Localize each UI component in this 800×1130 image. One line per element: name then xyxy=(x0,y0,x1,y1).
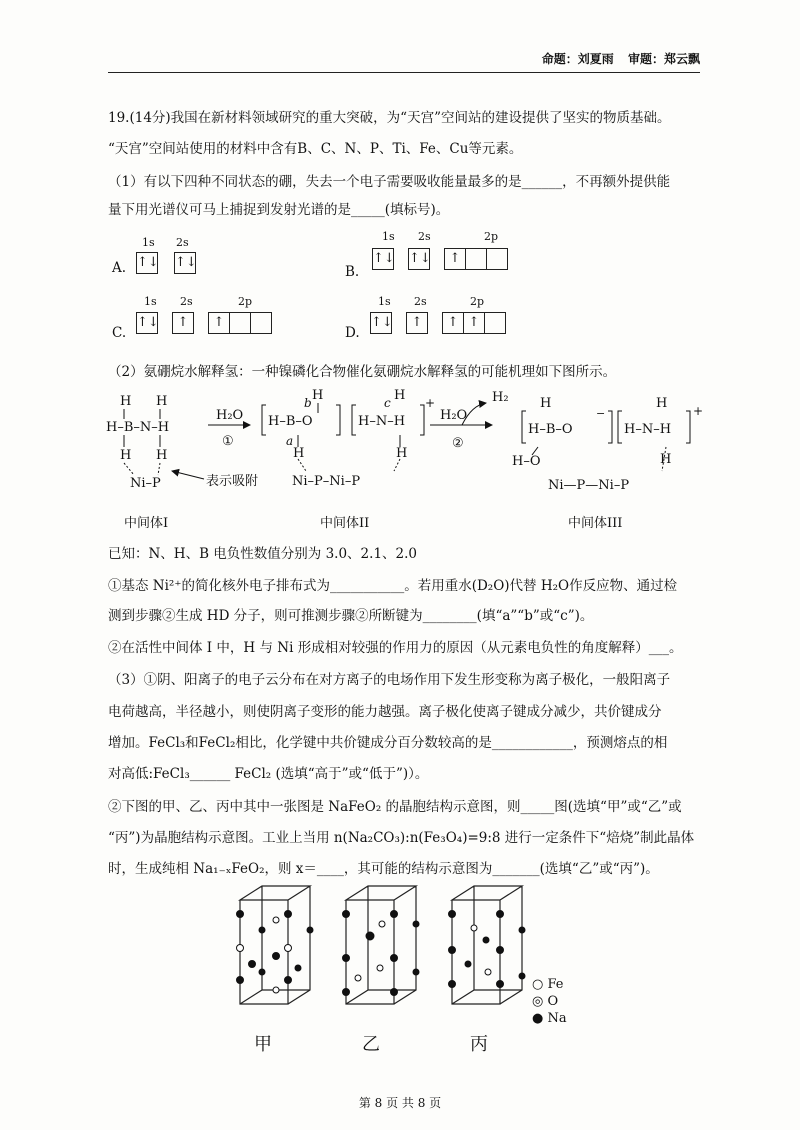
svg-text:H: H xyxy=(120,394,132,409)
part2-title: （2）氨硼烷水解释氢：一种镍磷化合物催化氨硼烷水解释氢的可能机理如下图所示。 xyxy=(108,364,617,380)
p3-line4: 对高低:FeCl₃______ FeCl₂ (选填“高于”或“低于”)）。 xyxy=(108,766,429,782)
orbital-box: ↑ xyxy=(172,312,194,334)
svg-text:H–N–H: H–N–H xyxy=(624,422,672,437)
p3-line1: （3）①阴、阳离子的电子云分布在对方离子的电场作用下发生形变称为离子极化，一般阳离子 xyxy=(108,672,671,688)
step-2-label: ② xyxy=(452,436,464,451)
p3-line3: 增加。FeCl₃和FeCl₂相比，化学键中共价键成分百分数较高的是____________，预测熔点的相 xyxy=(108,735,668,751)
svg-text:H: H xyxy=(156,448,168,463)
part1-line1: （1）有以下四种不同状态的硼，失去一个电子需要吸收能量最多的是______，不再额外提供能 xyxy=(108,174,671,190)
p3b-line2: “丙”)为晶胞结构示意图。工业上当用 n(Na₂CO₃):n(Fe₃O₄)=9:8 进行一定条件下“焙烧”制此晶体 xyxy=(108,830,695,846)
part1-line2: 量下用光谱仪可马上捕捉到发射光谱的是_____(填标号)。 xyxy=(108,202,450,218)
p3b-line3: 时，生成纯相 Na₁₋ₓFeO₂，则 x＝____，其可能的结构示意图为_______(选填“乙”或“丙”)。 xyxy=(108,861,659,877)
caption-jia: 甲 xyxy=(254,1034,272,1055)
question-intro-1: 19.(14分)我国在新材料领域研究的重大突破，为“天宫”空间站的建设提供了坚实的物质基础。 xyxy=(108,110,671,126)
svg-text:H: H xyxy=(656,396,668,411)
orbital-box: ↑↓ xyxy=(408,248,430,270)
orbital-box xyxy=(250,312,272,334)
svg-text:Ni–P: Ni–P xyxy=(130,476,161,491)
mechanism-diagram xyxy=(100,385,710,540)
intermediate-3: 中间体III xyxy=(568,516,623,531)
step-1-label: ① xyxy=(222,434,234,449)
crystal-structures xyxy=(230,880,570,1020)
reagent-1: H₂O xyxy=(216,408,244,423)
legend-fe: ○ Fe xyxy=(532,977,564,992)
intermediate-2: 中间体II xyxy=(320,516,370,531)
orbital-box xyxy=(465,248,487,270)
svg-text:+: + xyxy=(693,404,704,418)
orbital-box: ↑ xyxy=(463,312,485,334)
crystal-legend xyxy=(532,976,567,1027)
known-electronegativity: 已知：N、H、B 电负性数值分别为 3.0、2.1、2.0 xyxy=(108,546,417,562)
orbital-box: ↑↓ xyxy=(136,252,158,274)
intermediate-1: 中间体I xyxy=(124,516,169,531)
orbital-box: ↑ xyxy=(442,312,464,334)
p3b-line1: ②下图的甲、乙、丙中其中一张图是 NaFeO₂ 的晶胞结构示意图，则_____图(选填“甲”或“乙”或 xyxy=(108,799,682,815)
legend-o: ◎ O xyxy=(532,994,559,1009)
svg-text:H: H xyxy=(396,446,408,461)
orbital-box: ↑↓ xyxy=(136,312,158,334)
author-credit: 命题：刘夏雨 xyxy=(541,52,614,66)
svg-text:Ni—P—Ni–P: Ni—P—Ni–P xyxy=(548,478,630,493)
svg-text:H: H xyxy=(156,394,168,409)
svg-text:H: H xyxy=(394,388,406,403)
question-intro-2: “天宫”空间站使用的材料中含有B、C、N、P、Ti、Fe、Cu等元素。 xyxy=(108,141,523,157)
product-gas: H₂ xyxy=(492,390,509,405)
svg-text:H: H xyxy=(312,388,324,403)
q2a-line1: ①基态 Ni²⁺的简化核外电子排布式为___________。若用重水(D₂O)代替 H₂O作反应物、通过检 xyxy=(108,578,678,594)
caption-bing: 丙 xyxy=(470,1034,488,1055)
svg-text:H: H xyxy=(660,452,672,467)
page-header xyxy=(532,50,700,67)
svg-text:+: + xyxy=(425,396,436,410)
orbital-box xyxy=(484,312,506,334)
reagent-2: H₂O xyxy=(440,408,468,423)
q2a-line2: 测到步骤②生成 HD 分子，则可推测步骤②所断键为________(填“a”“b”或“c”)。 xyxy=(108,608,594,624)
bond-a: a xyxy=(286,434,294,448)
reviewer-credit: 审题：郑云飘 xyxy=(627,52,700,66)
page-footer: 第 8 页 共 8 页 xyxy=(358,1096,442,1110)
orbital-box: ↑↓ xyxy=(174,252,196,274)
bond-c: c xyxy=(384,396,391,410)
caption-yi: 乙 xyxy=(362,1034,380,1055)
svg-text:H: H xyxy=(540,396,552,411)
svg-text:H–O: H–O xyxy=(512,454,541,469)
orbital-box: ↑↓ xyxy=(370,312,392,334)
orbital-box: ↑ xyxy=(444,248,466,270)
legend-na: ● Na xyxy=(532,1011,567,1026)
p3-line2: 电荷越高，半径越小，则使阴离子变形的能力越强。离子极化使离子键成分减少，共价键成分 xyxy=(108,704,662,720)
svg-text:Ni–P–Ni–P: Ni–P–Ni–P xyxy=(292,474,361,489)
svg-text:H–N–H: H–N–H xyxy=(358,414,406,429)
svg-text:H–B–N–H: H–B–N–H xyxy=(106,420,170,435)
svg-text:H: H xyxy=(293,446,305,461)
adsorb-note: 表示吸附 xyxy=(206,474,259,489)
orbital-box: ↑ xyxy=(406,312,428,334)
bond-b: b xyxy=(304,396,312,410)
orbital-box: ↑ xyxy=(208,312,230,334)
svg-text:H: H xyxy=(120,448,132,463)
svg-text:H–B–O: H–B–O xyxy=(528,422,573,437)
svg-text:−: − xyxy=(596,407,606,420)
orbital-box xyxy=(486,248,508,270)
q2b: ②在活性中间体 I 中，H 与 Ni 形成相对较强的作用力的原因（从元素电负性的角度解释）___。 xyxy=(108,640,683,656)
header-rule xyxy=(108,72,700,73)
svg-text:H–B–O: H–B–O xyxy=(268,414,313,429)
orbital-box: ↑↓ xyxy=(372,248,394,270)
orbital-box xyxy=(229,312,251,334)
